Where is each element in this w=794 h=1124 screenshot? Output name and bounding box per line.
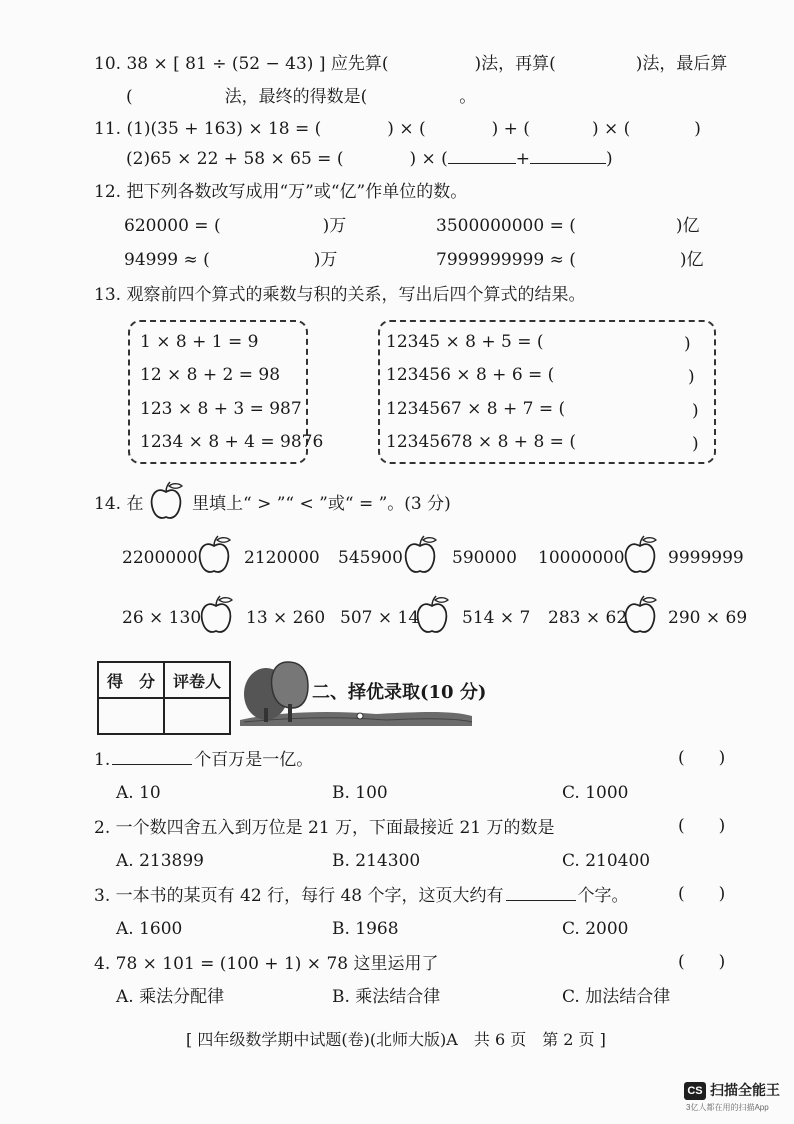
q11-text: ) × ( (409, 149, 448, 169)
mc4-option-b[interactable]: B. 乘法结合律 (332, 987, 441, 1007)
mc2-option-b[interactable]: B. 214300 (332, 851, 421, 871)
mc4-answer-paren[interactable]: ( ) (678, 952, 726, 972)
q11-blank-7[interactable] (530, 162, 606, 164)
mc2-stem: 2. 一个数四舍五入到万位是 21 万，下面最接近 21 万的数是 (94, 818, 555, 838)
page-footer: [ 四年级数学期中试题(卷)(北师大版)A 共 6 页 第 2 页 ] (186, 1030, 606, 1049)
q12-c (124, 252, 337, 269)
mc1-answer-paren[interactable]: ( ) (678, 748, 726, 768)
q14-r1-2-left: 545900 (338, 548, 403, 568)
score-table (97, 661, 231, 735)
q11-text: + (515, 149, 531, 169)
q12-b-right: )亿 (675, 216, 700, 236)
q11-text: (2)65 × 22 + 58 × 65 = ( (126, 149, 344, 169)
q13-todo-text: 12345 × 8 + 5 = ( (386, 332, 544, 352)
score-header: 得 分 (98, 662, 164, 698)
scanner-app-name: 扫描全能王 (710, 1082, 780, 1098)
q11-line2 (126, 151, 613, 168)
apple-icon[interactable] (414, 594, 450, 636)
q14-r1-1-right: 2120000 (244, 548, 320, 568)
mc4-option-a[interactable]: A. 乘法分配律 (116, 987, 225, 1007)
q12-b-left: 3500000000 = ( (436, 216, 576, 236)
apple-icon[interactable] (196, 534, 232, 576)
q13-todo-4-close: ) (692, 434, 699, 454)
mc3-blank[interactable] (506, 899, 576, 901)
q11-blank-6[interactable] (448, 162, 516, 164)
scanner-logo-icon: CS (684, 1082, 706, 1100)
q10-line2 (126, 89, 476, 106)
mc4-stem: 4. 78 × 101 = (100 + 1) × 78 这里运用了 (94, 954, 439, 974)
q12-b (436, 218, 699, 235)
q12-c-right: )万 (313, 250, 338, 270)
q13-todo-3 (386, 401, 565, 418)
q14-r2-3-left: 283 × 62 (548, 608, 628, 628)
apple-icon[interactable] (198, 594, 234, 636)
section-title: 二、择优录取(10 分) (312, 682, 487, 703)
q14-r2-2-right: 514 × 7 (462, 608, 531, 628)
q13-todo-text: 12345678 × 8 + 8 = ( (386, 432, 576, 452)
q13-todo-1 (386, 334, 544, 351)
mc1-option-c[interactable]: C. 1000 (562, 783, 629, 803)
q14-r2-2-left: 507 × 14 (340, 608, 420, 628)
q12-a (124, 218, 346, 235)
q10-text-b: )法，再算( (474, 54, 556, 74)
q13-given-2: 12 × 8 + 2 = 98 (140, 365, 281, 385)
q12-c-left: 94999 ≈ ( (124, 250, 210, 270)
mc2-option-c[interactable]: C. 210400 (562, 851, 651, 871)
score-cell[interactable] (98, 698, 164, 734)
q11-text: ) × ( (591, 119, 631, 139)
mc1-blank[interactable] (112, 763, 192, 765)
q14-r2-1-right: 13 × 260 (246, 608, 326, 628)
mc4-option-c[interactable]: C. 加法结合律 (562, 987, 671, 1007)
q12-d-right: )亿 (679, 250, 704, 270)
q13-todo-2 (386, 367, 554, 384)
mc3-stem (94, 888, 629, 905)
q14-r2-3-right: 290 × 69 (668, 608, 748, 628)
q12-d-left: 7999999999 ≈ ( (436, 250, 576, 270)
mc1-option-b[interactable]: B. 100 (332, 783, 388, 803)
q12-title: 12. 把下列各数改写成用“万”或“亿”作单位的数。 (94, 182, 468, 202)
q14-r1-3-left: 10000000 (538, 548, 625, 568)
mc1-stem-post: 个百万是一亿。 (194, 750, 314, 770)
q14-r1-1-left: 2200000 (122, 548, 198, 568)
q14-r1-3-right: 9999999 (668, 548, 744, 568)
apple-icon[interactable] (622, 594, 658, 636)
scanner-tagline: 3亿人都在用的扫描App (686, 1103, 769, 1112)
q13-title: 13. 观察前四个算式的乘数与积的关系，写出后四个算式的结果。 (94, 285, 586, 305)
q14-r2-1-left: 26 × 130 (122, 608, 202, 628)
mc3-option-c[interactable]: C. 2000 (562, 919, 629, 939)
mc3-stem-pre: 3. 一本书的某页有 42 行，每行 48 个字，这页大约有 (94, 886, 504, 906)
q10-text-d: ( (126, 87, 133, 107)
mc1-stem (94, 752, 313, 769)
q10-text-c: )法，最后算 (635, 54, 728, 74)
q11-text: ) (606, 149, 613, 169)
q11-text: ) + ( (491, 119, 530, 139)
q13-given-3: 123 × 8 + 3 = 987 (140, 399, 302, 419)
mc2-answer-paren[interactable]: ( ) (678, 816, 726, 836)
q13-todo-text: 1234567 × 8 + 7 = ( (386, 399, 566, 419)
q13-given-4: 1234 × 8 + 4 = 9876 (140, 432, 324, 452)
mc1-option-a[interactable]: A. 10 (116, 783, 161, 803)
q13-given-1: 1 × 8 + 1 = 9 (140, 332, 259, 352)
mc3-option-a[interactable]: A. 1600 (116, 919, 183, 939)
mc3-stem-post: 个字。 (577, 886, 629, 906)
q13-todo-4 (386, 434, 576, 451)
mc2-option-a[interactable]: A. 213899 (116, 851, 204, 871)
q11-text: ) (694, 119, 701, 139)
apple-icon[interactable] (622, 534, 658, 576)
q14-r1-2-right: 590000 (452, 548, 517, 568)
q10-text-e: 法，最终的得数是( (224, 87, 368, 107)
q10-line1 (94, 56, 727, 73)
q14-pre: 14. 在 (94, 494, 144, 514)
q12-d (436, 252, 703, 269)
q13-todo-3-close: ) (692, 401, 699, 421)
mc3-option-b[interactable]: B. 1968 (332, 919, 399, 939)
q13-todo-1-close: ) (684, 334, 691, 354)
q11-line1 (94, 121, 701, 138)
grader-cell[interactable] (164, 698, 230, 734)
mc1-stem-pre: 1. (94, 750, 111, 770)
apple-icon[interactable] (402, 534, 438, 576)
apple-icon (148, 480, 184, 522)
q11-text: ) × ( (387, 119, 426, 139)
q14-post: 里填上“ > ”“ < ”或“ = ”。(3 分) (192, 494, 451, 514)
mc3-answer-paren[interactable]: ( ) (678, 884, 726, 904)
q10-text-f: 。 (459, 87, 477, 107)
grader-header: 评卷人 (164, 662, 230, 698)
q12-a-right: )万 (322, 216, 347, 236)
q10-text-a: 10. 38 × [ 81 ÷ (52 − 43) ] 应先算( (94, 54, 389, 74)
q13-todo-text: 123456 × 8 + 6 = ( (386, 365, 555, 385)
q11-text: 11. (1)(35 + 163) × 18 = ( (94, 119, 322, 139)
q13-todo-2-close: ) (688, 367, 695, 387)
q12-a-left: 620000 = ( (124, 216, 221, 236)
